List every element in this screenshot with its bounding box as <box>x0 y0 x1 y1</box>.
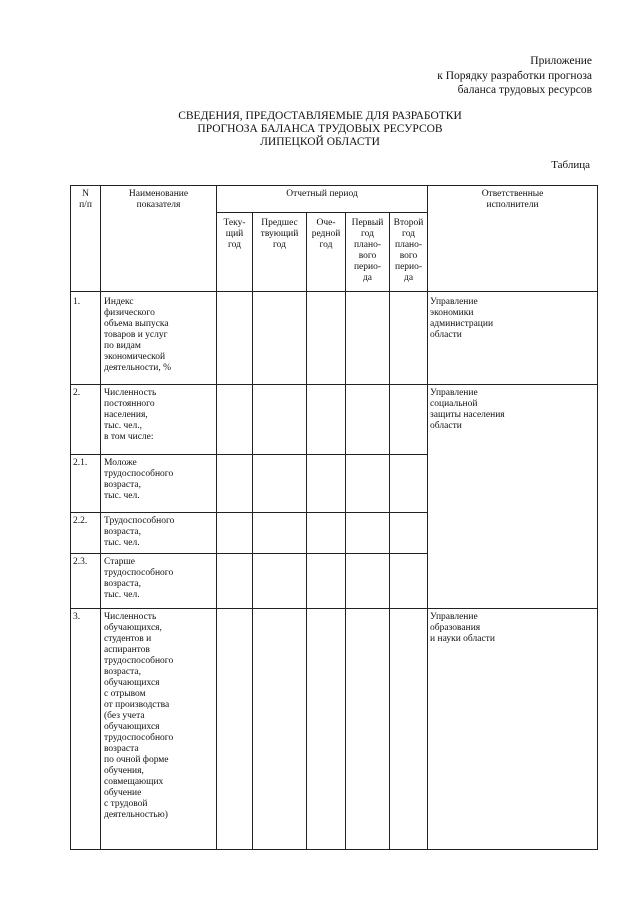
row-indicator: Численность постоянного населения, тыс. чел., в том числе: <box>101 385 217 455</box>
header-current-year: Теку- щий год <box>217 213 253 292</box>
value-cell <box>346 455 390 513</box>
row-number: 2. <box>71 385 101 455</box>
table-row <box>71 609 598 850</box>
row-indicator: Индекс физического объема выпуска товаров и услуг по видам экономической деятельности, % <box>101 292 217 385</box>
row-number: 1. <box>71 292 101 385</box>
title-line-1: СВЕДЕНИЯ, ПРЕДОСТАВЛЯЕМЫЕ ДЛЯ РАЗРАБОТКИ <box>178 110 462 122</box>
value-cell <box>390 455 428 513</box>
value-cell <box>346 385 390 455</box>
row-number: 2.1. <box>71 455 101 513</box>
value-cell <box>307 292 346 385</box>
value-cell <box>253 609 307 850</box>
row-responsible: Управление образования и науки области <box>428 609 598 850</box>
value-cell <box>390 609 428 850</box>
row-indicator: Численность обучающихся, студентов и аспирантов трудоспособного возраста, обучающихся с отрывом от производства (без учета обучающихся трудоспособного возраста по очной форме обучения, совмещающих обучение с трудовой деятельностью) <box>101 609 217 850</box>
header-num: N п/п <box>71 186 101 292</box>
value-cell <box>253 455 307 513</box>
value-cell <box>346 554 390 609</box>
row-responsible: Управление социальной защиты населения области <box>428 385 598 609</box>
value-cell <box>390 385 428 455</box>
value-cell <box>217 292 253 385</box>
row-number: 2.3. <box>71 554 101 609</box>
value-cell <box>390 513 428 554</box>
title-line-2: ПРОГНОЗА БАЛАНСА ТРУДОВЫХ РЕСУРСОВ <box>197 123 443 135</box>
value-cell <box>307 513 346 554</box>
value-cell <box>307 554 346 609</box>
value-cell <box>253 513 307 554</box>
value-cell <box>346 292 390 385</box>
row-number: 2.2. <box>71 513 101 554</box>
value-cell <box>307 609 346 850</box>
row-indicator: Трудоспособного возраста, тыс. чел. <box>101 513 217 554</box>
header-previous-year: Предшес твующий год <box>253 213 307 292</box>
row-indicator: Моложе трудоспособного возраста, тыс. чел. <box>101 455 217 513</box>
header-first-plan-year: Первый год плано- вого перио- да <box>346 213 390 292</box>
value-cell <box>307 455 346 513</box>
row-responsible: Управление экономики администрации области <box>428 292 598 385</box>
value-cell <box>253 385 307 455</box>
value-cell <box>217 385 253 455</box>
header-period: Отчетный период <box>217 186 428 213</box>
row-indicator: Старше трудоспособного возраста, тыс. чел. <box>101 554 217 609</box>
value-cell <box>217 455 253 513</box>
title-line-3: ЛИПЕЦКОЙ ОБЛАСТИ <box>260 136 380 148</box>
row-number: 3. <box>71 609 101 850</box>
table-row <box>71 292 598 385</box>
value-cell <box>390 554 428 609</box>
header-name: Наименование показателя <box>101 186 217 292</box>
header-second-plan-year: Второй год плано- вого перио- да <box>390 213 428 292</box>
value-cell <box>253 554 307 609</box>
table-label: Таблица <box>551 159 590 171</box>
value-cell <box>217 609 253 850</box>
value-cell <box>217 513 253 554</box>
appendix-line-1: Приложение <box>530 55 592 67</box>
data-table <box>70 185 598 850</box>
value-cell <box>253 292 307 385</box>
value-cell <box>390 292 428 385</box>
appendix-block <box>352 54 592 98</box>
value-cell <box>217 554 253 609</box>
header-next-year: Оче- редной год <box>307 213 346 292</box>
header-responsible: Ответственные исполнители <box>428 186 598 292</box>
value-cell <box>346 609 390 850</box>
table-row <box>71 385 598 455</box>
value-cell <box>307 385 346 455</box>
header-row-top <box>71 186 598 213</box>
value-cell <box>346 513 390 554</box>
appendix-line-2: к Порядку разработки прогноза <box>437 69 592 82</box>
document-title <box>0 110 640 149</box>
appendix-line-3: баланса трудовых ресурсов <box>457 84 592 96</box>
